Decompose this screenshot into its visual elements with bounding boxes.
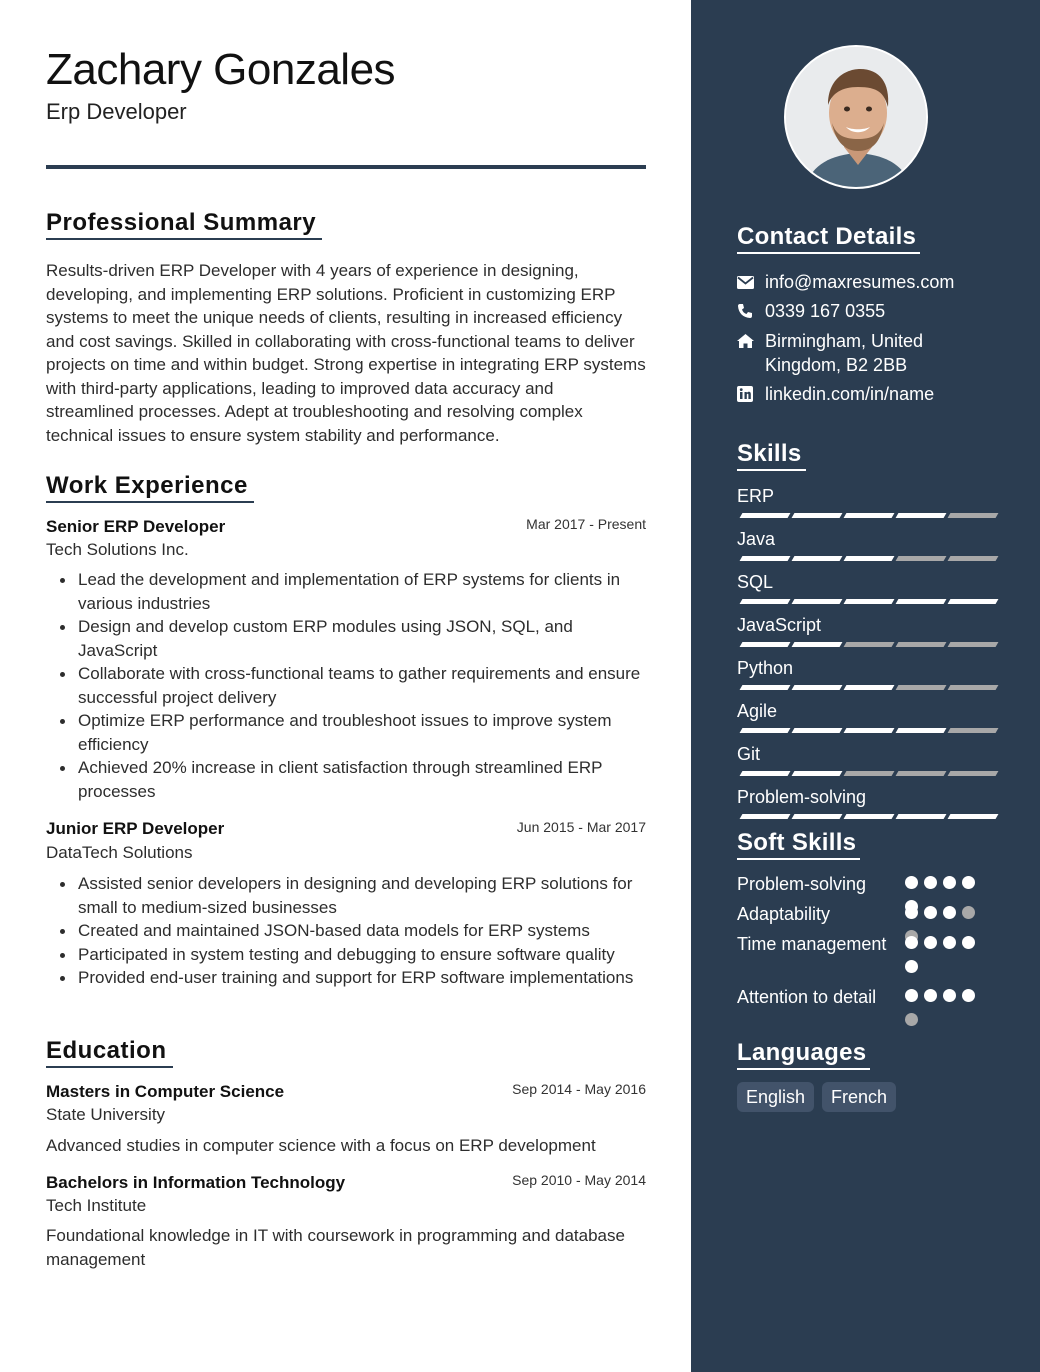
soft-skill-name: Time management bbox=[737, 934, 887, 954]
soft-skill-name: Attention to detail bbox=[737, 987, 877, 1007]
soft-skill-name: Problem-solving bbox=[737, 874, 867, 894]
soft-skills-heading: Soft Skills bbox=[737, 828, 860, 860]
rating-dot bbox=[905, 936, 918, 949]
rating-dot bbox=[905, 876, 918, 889]
skill-level-segment bbox=[740, 556, 791, 561]
rating-dot bbox=[943, 876, 956, 889]
phone-icon bbox=[737, 299, 765, 323]
skill-level-bar bbox=[737, 685, 997, 691]
rating-dot bbox=[962, 906, 975, 919]
job-dates: Jun 2015 - Mar 2017 bbox=[516, 819, 646, 835]
degree-dates: Sep 2010 - May 2014 bbox=[512, 1172, 646, 1188]
list-item: Lead the development and implementation of ERP systems for clients in various industries bbox=[46, 568, 646, 615]
list-item: Provided end-user training and support for ERP software implementations bbox=[46, 966, 646, 990]
skill-level-segment bbox=[792, 599, 843, 604]
skill-level-segment bbox=[844, 771, 895, 776]
skill-level-segment bbox=[948, 642, 999, 647]
list-item: Participated in system testing and debugging to ensure software quality bbox=[46, 943, 646, 967]
skill-level-segment bbox=[844, 599, 895, 604]
skill-level-segment bbox=[792, 685, 843, 690]
job-title: Senior ERP Developer bbox=[46, 517, 226, 536]
skill-level-segment bbox=[792, 814, 843, 819]
school-name: State University bbox=[46, 1105, 166, 1124]
skill-level-segment bbox=[948, 728, 999, 733]
main-column bbox=[46, 0, 646, 1372]
linkedin-icon bbox=[737, 382, 765, 406]
skill-level-segment bbox=[896, 685, 947, 690]
job-dates: Mar 2017 - Present bbox=[526, 516, 646, 532]
skill-level-segment bbox=[740, 642, 791, 647]
skill-level-segment bbox=[792, 728, 843, 733]
rating-dot bbox=[962, 876, 975, 889]
address-text bbox=[765, 329, 923, 377]
rating-dot bbox=[905, 989, 918, 1002]
skill-level-segment bbox=[896, 771, 947, 776]
list-item: Optimize ERP performance and troubleshoot issues to improve system efficiency bbox=[46, 709, 646, 756]
languages-heading: Languages bbox=[737, 1038, 870, 1070]
skill-level-segment bbox=[948, 599, 999, 604]
skill-level-segment bbox=[896, 642, 947, 647]
address-line-1: Birmingham, United bbox=[765, 331, 924, 351]
rating-dot bbox=[924, 989, 937, 1002]
header-divider bbox=[46, 165, 646, 169]
phone-text: 0339 167 0355 bbox=[765, 301, 886, 321]
skill-level-bar bbox=[737, 814, 997, 820]
skill-level-segment bbox=[740, 513, 791, 518]
job-bullets bbox=[46, 568, 646, 803]
skill-level-segment bbox=[740, 685, 791, 690]
skill-level-segment bbox=[896, 513, 947, 518]
job-title: Junior ERP Developer bbox=[46, 819, 225, 838]
skill-level-segment bbox=[896, 556, 947, 561]
skill-level-segment bbox=[948, 685, 999, 690]
rating-dot bbox=[905, 906, 918, 919]
degree-title: Bachelors in Information Technology bbox=[46, 1173, 346, 1192]
skill-level-segment bbox=[792, 556, 843, 561]
envelope-icon bbox=[737, 270, 765, 294]
skill-level-segment bbox=[792, 513, 843, 518]
skill-level-segment bbox=[896, 599, 947, 604]
summary-heading: Professional Summary bbox=[46, 208, 322, 240]
experience-heading: Work Experience bbox=[46, 471, 254, 503]
job-company: DataTech Solutions bbox=[46, 843, 193, 862]
skill-level-segment bbox=[792, 642, 843, 647]
candidate-title: Erp Developer bbox=[46, 99, 187, 124]
skill-name: SQL bbox=[737, 572, 774, 592]
skill-level-segment bbox=[740, 599, 791, 604]
home-icon bbox=[737, 329, 765, 353]
education-heading: Education bbox=[46, 1036, 173, 1068]
summary-text: Results-driven ERP Developer with 4 years of experience in designing, developing, and implementing ERP solutions. Proficient in customizing ERP systems to meet the unique needs of clients, resulting in increased efficiency and cost savings. Skilled in collaborating with cross-functional teams to deliver projects on time and within budget. Strong expertise in integrating ERP systems with third-party applications, leading to improved data accuracy and streamlined processes. Adept at troubleshooting and resolving complex technical issues to ensure system stability and performance. bbox=[46, 261, 646, 445]
skill-level-segment bbox=[740, 771, 791, 776]
skill-level-segment bbox=[948, 513, 999, 518]
skill-level-bar bbox=[737, 728, 997, 734]
profile-photo bbox=[784, 45, 928, 189]
job-company: Tech Solutions Inc. bbox=[46, 540, 189, 559]
skill-name: Problem-solving bbox=[737, 787, 867, 807]
degree-title: Masters in Computer Science bbox=[46, 1082, 285, 1101]
skill-level-segment bbox=[844, 556, 895, 561]
skill-level-segment bbox=[844, 642, 895, 647]
rating-dot bbox=[924, 906, 937, 919]
skill-level-segment bbox=[896, 814, 947, 819]
skill-level-bar bbox=[737, 513, 997, 519]
degree-description: Advanced studies in computer science with a focus on ERP development bbox=[46, 1136, 596, 1155]
language-chip: French bbox=[822, 1082, 896, 1112]
list-item: Design and develop custom ERP modules using JSON, SQL, and JavaScript bbox=[46, 615, 646, 662]
contact-linkedin[interactable] bbox=[737, 382, 1007, 406]
degree-description: Foundational knowledge in IT with coursework in programming and database management bbox=[46, 1226, 625, 1269]
skill-name: Java bbox=[737, 529, 776, 549]
contact-address bbox=[737, 329, 1007, 377]
skill-name: Python bbox=[737, 658, 794, 678]
portrait-illustration bbox=[786, 47, 928, 189]
contact-email[interactable] bbox=[737, 270, 1007, 294]
skill-level-segment bbox=[844, 685, 895, 690]
rating-dot bbox=[905, 1013, 918, 1026]
school-name: Tech Institute bbox=[46, 1196, 147, 1215]
skill-level-segment bbox=[948, 814, 999, 819]
languages-list bbox=[737, 1082, 896, 1112]
skills-heading: Skills bbox=[737, 439, 806, 471]
skill-level-segment bbox=[844, 814, 895, 819]
skill-level-bar bbox=[737, 642, 997, 648]
skill-name: Agile bbox=[737, 701, 778, 721]
soft-skill-name: Adaptability bbox=[737, 904, 831, 924]
rating-dot bbox=[905, 960, 918, 973]
skill-level-segment bbox=[844, 513, 895, 518]
contact-heading: Contact Details bbox=[737, 222, 920, 254]
rating-dot bbox=[924, 936, 937, 949]
skill-name: Git bbox=[737, 744, 761, 764]
list-item: Collaborate with cross-functional teams to gather requirements and ensure successful project delivery bbox=[46, 662, 646, 709]
linkedin-text: linkedin.com/in/name bbox=[765, 384, 935, 404]
rating-dot bbox=[924, 876, 937, 889]
skill-level-segment bbox=[792, 771, 843, 776]
rating-dot bbox=[962, 936, 975, 949]
list-item: Assisted senior developers in designing and developing ERP solutions for small to medium-sized businesses bbox=[46, 872, 646, 919]
email-text: info@maxresumes.com bbox=[765, 272, 955, 292]
skill-level-segment bbox=[896, 728, 947, 733]
address-line-2: Kingdom, B2 2BB bbox=[765, 355, 908, 375]
skill-name: JavaScript bbox=[737, 615, 822, 635]
language-chip: English bbox=[737, 1082, 814, 1112]
skill-level-bar bbox=[737, 556, 997, 562]
candidate-name: Zachary Gonzales bbox=[46, 45, 396, 94]
skill-level-segment bbox=[740, 728, 791, 733]
list-item: Achieved 20% increase in client satisfaction through streamlined ERP processes bbox=[46, 756, 646, 803]
skill-level-segment bbox=[844, 728, 895, 733]
skill-level-bar bbox=[737, 599, 997, 605]
skill-level-segment bbox=[948, 771, 999, 776]
job-bullets bbox=[46, 872, 646, 990]
skill-level-bar bbox=[737, 771, 997, 777]
rating-dot bbox=[943, 906, 956, 919]
rating-dot bbox=[962, 989, 975, 1002]
contact-phone[interactable] bbox=[737, 299, 1007, 323]
rating-dot bbox=[943, 936, 956, 949]
sidebar bbox=[691, 0, 1040, 1372]
skill-level-segment bbox=[948, 556, 999, 561]
skill-level-segment bbox=[740, 814, 791, 819]
degree-dates: Sep 2014 - May 2016 bbox=[512, 1081, 646, 1097]
list-item: Created and maintained JSON-based data models for ERP systems bbox=[46, 919, 646, 943]
skill-name: ERP bbox=[737, 486, 775, 506]
rating-dot bbox=[943, 989, 956, 1002]
